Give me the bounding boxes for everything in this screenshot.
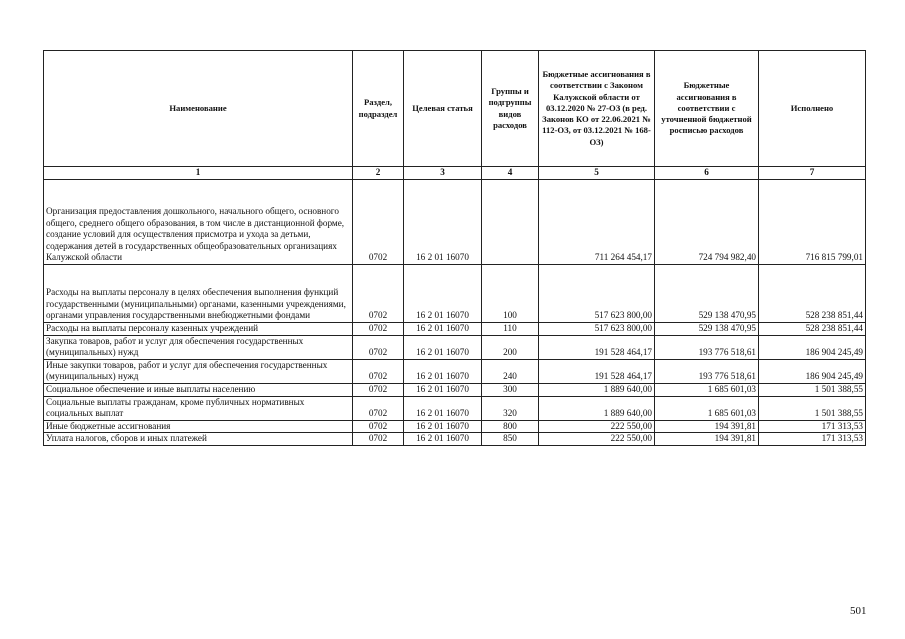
header-target: Целевая статья: [404, 51, 482, 167]
header-section: Раздел, подраздел: [353, 51, 404, 167]
row-executed-amount: 528 238 851,44: [759, 265, 866, 323]
row-law-amount: 711 264 454,17: [539, 180, 655, 265]
row-refined-amount: 529 138 470,95: [655, 323, 759, 336]
row-refined-amount: 1 685 601,03: [655, 383, 759, 396]
row-section: 0702: [353, 359, 404, 383]
column-number: 2: [353, 167, 404, 180]
row-section: 0702: [353, 396, 404, 420]
table-row: [44, 265, 866, 323]
column-number: 1: [44, 167, 353, 180]
header-refined-allocations: Бюджетные ассигнования в соответствии с уточненной бюджетной росписью расходов: [655, 51, 759, 167]
row-executed-amount: 716 815 799,01: [759, 180, 866, 265]
row-section: 0702: [353, 433, 404, 446]
row-refined-amount: 724 794 982,40: [655, 180, 759, 265]
row-section: 0702: [353, 420, 404, 433]
row-group: [482, 180, 539, 265]
row-name: Расходы на выплаты персоналу казенных учреждений: [44, 323, 353, 336]
row-name: Уплата налогов, сборов и иных платежей: [44, 433, 353, 446]
row-target: 16 2 01 16070: [404, 433, 482, 446]
row-section: 0702: [353, 335, 404, 359]
header-row: [44, 51, 866, 167]
column-number: 7: [759, 167, 866, 180]
row-target: 16 2 01 16070: [404, 396, 482, 420]
row-executed-amount: 171 313,53: [759, 433, 866, 446]
row-name: Закупка товаров, работ и услуг для обеспечения государственных (муниципальных) нужд: [44, 335, 353, 359]
row-law-amount: 1 889 640,00: [539, 396, 655, 420]
table-row: [44, 335, 866, 359]
row-group: 850: [482, 433, 539, 446]
budget-table: [43, 50, 866, 446]
row-target: 16 2 01 16070: [404, 383, 482, 396]
row-law-amount: 191 528 464,17: [539, 359, 655, 383]
row-group: 110: [482, 323, 539, 336]
table-row: [44, 396, 866, 420]
row-target: 16 2 01 16070: [404, 265, 482, 323]
column-number-row: [44, 167, 866, 180]
row-target: 16 2 01 16070: [404, 323, 482, 336]
row-law-amount: 191 528 464,17: [539, 335, 655, 359]
column-number: 5: [539, 167, 655, 180]
row-executed-amount: 186 904 245,49: [759, 335, 866, 359]
row-refined-amount: 193 776 518,61: [655, 335, 759, 359]
row-target: 16 2 01 16070: [404, 180, 482, 265]
row-group: 800: [482, 420, 539, 433]
header-law-allocations: Бюджетные ассигнования в соответствии с Законом Калужской области от 03.12.2020 № 27-ОЗ (в ред. Законов КО от 22.06.2021 № 112-ОЗ, от 03.12.2021 № 168-ОЗ): [539, 51, 655, 167]
row-group: 240: [482, 359, 539, 383]
row-executed-amount: 1 501 388,55: [759, 396, 866, 420]
row-group: 320: [482, 396, 539, 420]
table-row: [44, 359, 866, 383]
row-group: 300: [482, 383, 539, 396]
table-row: [44, 433, 866, 446]
row-executed-amount: 1 501 388,55: [759, 383, 866, 396]
row-executed-amount: 528 238 851,44: [759, 323, 866, 336]
row-group: 200: [482, 335, 539, 359]
row-law-amount: 1 889 640,00: [539, 383, 655, 396]
row-law-amount: 222 550,00: [539, 420, 655, 433]
table-row: [44, 180, 866, 265]
row-executed-amount: 171 313,53: [759, 420, 866, 433]
row-refined-amount: 194 391,81: [655, 433, 759, 446]
page-number: 501: [850, 605, 867, 617]
row-name: Расходы на выплаты персоналу в целях обеспечения выполнения функций государственными (муниципальными) органами, казенными учреждениями, органами управления государственными внебюджетными фондами: [44, 265, 353, 323]
row-refined-amount: 194 391,81: [655, 420, 759, 433]
column-number: 6: [655, 167, 759, 180]
row-name: Иные бюджетные ассигнования: [44, 420, 353, 433]
table-row: [44, 383, 866, 396]
table-row: [44, 323, 866, 336]
row-refined-amount: 529 138 470,95: [655, 265, 759, 323]
row-group: 100: [482, 265, 539, 323]
header-group: Группы и подгруппы видов расходов: [482, 51, 539, 167]
row-name: Социальные выплаты гражданам, кроме публичных нормативных социальных выплат: [44, 396, 353, 420]
row-refined-amount: 193 776 518,61: [655, 359, 759, 383]
row-section: 0702: [353, 383, 404, 396]
header-executed: Исполнено: [759, 51, 866, 167]
row-name: Организация предоставления дошкольного, начального общего, основного общего, среднего общего образования, в том числе в дистанционной форме, создание условий для осуществления присмотра и ухода за детьми, содержания детей в государственных общеобразовательных организациях Калужской области: [44, 180, 353, 265]
row-law-amount: 517 623 800,00: [539, 265, 655, 323]
table-row: [44, 420, 866, 433]
column-number: 4: [482, 167, 539, 180]
row-target: 16 2 01 16070: [404, 335, 482, 359]
header-name: Наименование: [44, 51, 353, 167]
row-refined-amount: 1 685 601,03: [655, 396, 759, 420]
row-name: Иные закупки товаров, работ и услуг для обеспечения государственных (муниципальных) нужд: [44, 359, 353, 383]
row-law-amount: 517 623 800,00: [539, 323, 655, 336]
row-section: 0702: [353, 323, 404, 336]
row-name: Социальное обеспечение и иные выплаты населению: [44, 383, 353, 396]
row-section: 0702: [353, 180, 404, 265]
row-section: 0702: [353, 265, 404, 323]
row-target: 16 2 01 16070: [404, 359, 482, 383]
row-target: 16 2 01 16070: [404, 420, 482, 433]
column-number: 3: [404, 167, 482, 180]
row-law-amount: 222 550,00: [539, 433, 655, 446]
row-executed-amount: 186 904 245,49: [759, 359, 866, 383]
